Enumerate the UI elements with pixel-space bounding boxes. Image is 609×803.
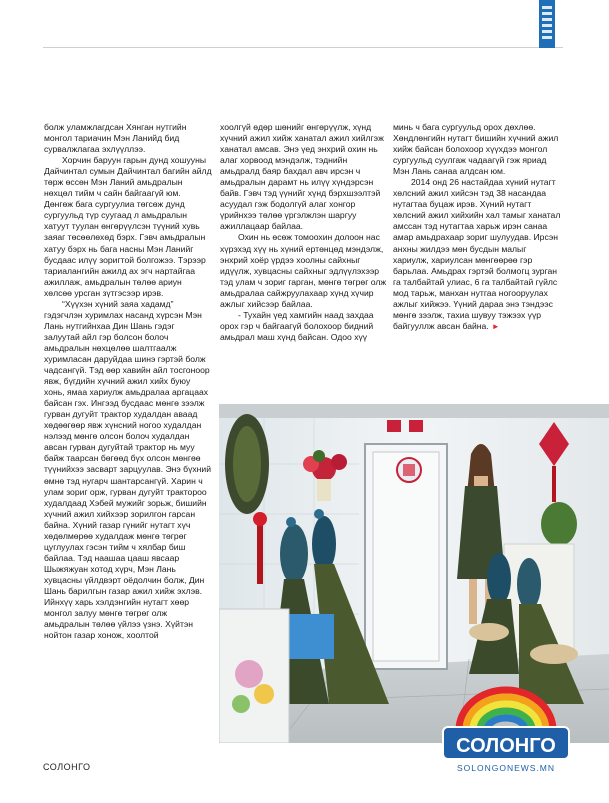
paragraph: хоолгүй өдөр шөнийг өнгөрүүлж, хүнд хүчний ажил хийж ханатал ажил хийлгэж ханатал амсав. Энэ үед энхрий охин нь алаг хорвоод мэндэлж, тэднийн амьдралд баяр бахдал авч ирсэн ч амьдралын дарамт нь илүү хүндэрсэн байв. Гэвч тэд үүнийг хүнд бэрхшээлтэй асуудал гэж бодолгүй алаг хонгор үрийнхээ төлөө үргэлжлэн шаргуу ажиллацаар байлаа.: [220, 122, 384, 232]
mongolian-script-tab-icon: [542, 6, 552, 40]
paragraph: - Тухайн үед хамгийн наад захдаа орох гэр ч байгаагүй болохоор бидний амьдрал маш хүнд байсан. Одоо хүү: [220, 309, 374, 342]
triangle-right-icon: ►: [491, 321, 500, 331]
paragraph: минь ч бага сургуульд орох дөхлөө. Хөндлөнгийн нутагт бишийн хүчний ажил хийж байсан болохоор хүүхдээ монгол сургуульд суулгаж чадаагүй гэж яриад Мэн Лань санаа алдсан юм.: [393, 122, 559, 177]
logo-title: СОЛОНГО: [456, 735, 556, 757]
top-rule: [43, 47, 563, 48]
paragraph: [393, 177, 563, 332]
logo-site: SOLONGONEWS.MN: [456, 763, 556, 773]
solongo-logo: [441, 685, 571, 775]
article-column-3: [393, 122, 563, 332]
paragraph: “Хүүхэн хүний заяа хадамд” гэдэгчлэн хуримлах насанд хүрсэн Мэн Лань нутгийнхаа Дин Шань гэдэг залуутай айл гэр болсон болоч амьдралын нөхцөлөө шалтгаалж хуримласан даруйдаа шинэ гэртэй болж чадсангүй. Тэд өөр хавийн айл тосгоноор явж, бүгдийн хүчний ажил хийх буюу хонь, ямаа хариулж амьдралаа аргацаах байсан гэх. Ингээд бусдаас мөнгө зээлж гурван дугуйт трактор худалдан аваад хөдөөгөөр явж хүнсний ногоо худалдан нэлээд мөнгө олсон болоч худалдан авсан гурван дугуйтай трактор нь муу байж таарсан бөгөөд бүх олсон мөнгөө түүнийхээ засварт зарцуулав. Энэ бүхний өмнө тэд нугарч шантарсангүй. Харин ч улам зориг орж, гурван дугуйт трактороо худалдаад Хэбей мужийг зорьж, бишийн хүчний ажил хийхээр зорилгон гарсан байна. Хүний газар гүнийг нутагт хүч хөдөлмөрөө худалдаж мөнгө төгрөг цуглуулах гэсэн тийм ч хялбар биш байлаа. Тэд наашаа цааш явсаар Шыжяжуан хотод хүрч, Мэн Лань хувцасны үйлдвэрт оёдолчин болж, Дин Шань барилгын газар ажил хийж эхлэв. Ийнхүү харь хэлдэнгийн нутагт хөөр монгол залуу мөнгө төгрөг олж амьдралын төлөө үйлээ үзнэ. Хүйтэн нойтон газар хонож, хоолтой: [44, 298, 212, 641]
rainbow-logo-icon: [441, 685, 571, 775]
article-column-1: [44, 122, 212, 742]
article-column-2: [220, 122, 388, 343]
paragraph: Хорчин баруун гарын дунд хошууны Дайчинтал сумын Дайчинтал багийн айлд төрж өссөн Мэн Ланий амьдралын нөхцөл тийм ч сайн байгаагүй юм. Дөнгөж бага сургуулиа төгсөж дунд сургуульд түр суугаад л амьдралын хатуут туулан өнгөрүүлсэн түүний хувь заяаг төсөөлөхөд бэрх. Гэвч амьдралын хатуу бэрх нь бага насны Мэн Ланийг бусдаас илүү зоригтой болгожээ. Тэрээр тариалангийн ажилд ах эгч нартайгаа ажиллаж, амьдралын төлөө ариун хөлсөө урсган зүтгэсээр ирэв.: [44, 155, 212, 298]
footer-magazine-name: СОЛОНГО: [43, 762, 91, 772]
paragraph: болж уламжлагдсан Хянган нутгийн монгол тариачин Мэн Ланийд бид сурвалжлагаа эхлүүллээ.: [44, 122, 187, 155]
paragraph: Охин нь өсөж томоохин долоон нас хүрэхэд хүү нь хүний ертөнцөд мэндэлж, энхрий хоёр үрдээ хоолны сайхныг идүүлж, хувцасны сайхныг эдлүүлэхээр тэд улам ч зориг гарган, мөнгө төгрөг олж амьдралаа сайжруулахаар хүнд хүчир ажлыг хийсээр байлаа.: [220, 232, 387, 309]
paragraph-text: 2014 онд 26 настайдаа хүний нутагт хөлсний ажил хийсэн тэд 38 насандаа нутагтаа буцаж ирэв. Хүний нутагт хөлсний ажил хийхийн хал тамыг ханатал амссан тэд нутагтаа харьж ирэн санаа амар амьдрахаар зориг шулуудав. Ирсэн анхны жилдээ мөн бусдын малыг хариулж, хариулсан мөнгөөрөө гэр барьлаа. Амьдрах гэртэй болмогц зурган га талбайтай улиас, 6 га талбайтай гүйлс мод тарьж, манхан нутгаа ногооруулах ажлыг хийжээ. Үүний дараа энэ тэндээс мөнгө зээлж, тахиа шувуу тэжээх үүр байгууллж авсан байна.: [393, 177, 561, 331]
section-tab: [539, 0, 555, 48]
